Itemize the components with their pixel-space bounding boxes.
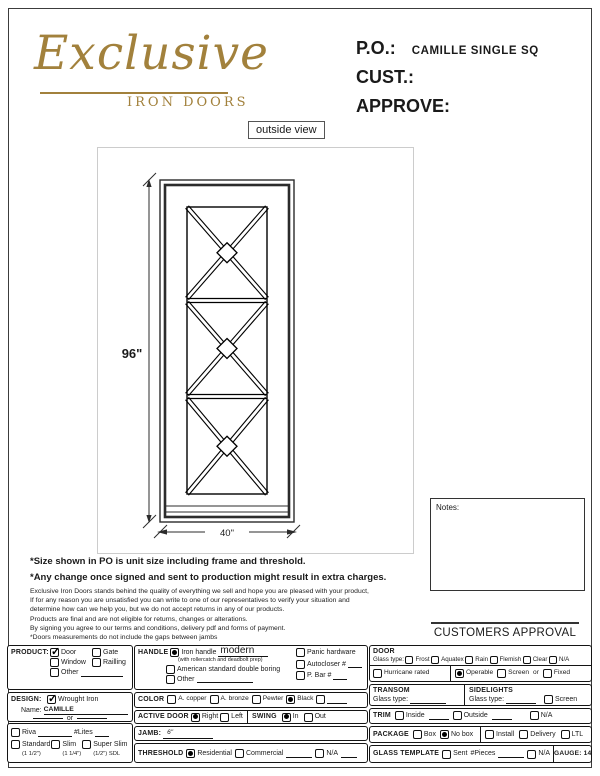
logo-underline [40,92,228,94]
trim-outside-label: Outside [463,712,488,719]
package-delivery-label: Delivery [530,730,556,738]
package-box-checkbox[interactable] [413,730,422,739]
trim-section [369,708,592,724]
hurricane-checkbox[interactable] [373,669,382,678]
active-left-label: Left [231,713,243,721]
door-screen-label: Screen [508,669,530,677]
pbar-label: P. Bar # [307,672,332,680]
product-railing-label: Railling [103,659,126,667]
glass-na-checkbox[interactable] [549,656,557,664]
glass-frost-checkbox[interactable] [405,656,413,664]
trim-outside-field[interactable] [492,712,512,720]
handle-label: HANDLE [138,649,169,656]
package-install-checkbox[interactable] [485,730,494,739]
disclaimers [30,556,430,642]
glass-aquatex-checkbox[interactable] [431,656,439,664]
active-right-label: Right [201,713,219,721]
door-or-label: or [533,669,539,677]
threshold-na-checkbox[interactable] [315,749,324,758]
active-right-checkbox[interactable] [191,713,200,722]
outside-view-tag: outside view [248,121,325,139]
profile-super-slim-checkbox[interactable] [82,740,91,749]
fixed-checkbox[interactable] [543,669,552,678]
glass-template-section [369,745,592,763]
color-bronze-checkbox[interactable] [210,695,219,704]
approve-label: APPROVE: [356,96,451,116]
gauge-cell [553,746,591,762]
pbar-checkbox[interactable] [296,671,305,680]
logo-script-text: Exclusive [34,26,269,81]
template-na-checkbox[interactable] [527,750,536,759]
panic-hardware-label: Panic hardware [307,649,356,656]
package-nobox-checkbox[interactable] [440,730,449,739]
door-glass-type-label: Glass type: [373,656,404,664]
package-delivery-checkbox[interactable] [519,730,528,739]
package-ltl-label: LTL [571,730,584,738]
color-bronze-label: A. bronze [220,695,249,703]
product-other-field[interactable] [81,669,123,677]
handle-american-label: American standard double boring [177,665,281,673]
disclaimer-line: By signing you agree to our terms and conditions, delivery pdf and forms of payment. [30,624,286,632]
glass-clear-label: Clear [532,656,548,664]
autocloser-field[interactable] [348,660,362,668]
swing-in-label: In [292,713,299,721]
autocloser-checkbox[interactable] [296,660,305,669]
threshold-label: THRESHOLD [138,750,184,757]
order-header [356,38,539,125]
sidelights-cell [464,685,591,705]
color-black-checkbox[interactable] [286,695,295,704]
profile-slim-sub: (1 1/4") [62,751,82,758]
trim-label: TRIM [373,712,391,719]
lites-label: #Lites [74,729,93,736]
design-or-separator: or [10,715,130,722]
color-label: COLOR [138,696,165,703]
door-drawing [98,148,413,553]
lites-field[interactable] [95,729,109,737]
transom-glass-field[interactable] [410,696,446,704]
glass-rain-checkbox[interactable] [465,656,473,664]
product-label: PRODUCT: [11,649,49,656]
threshold-commercial-checkbox[interactable] [235,749,244,758]
product-section [7,645,133,690]
profile-super-slim-sub: (1/2") SDL [93,751,121,758]
profile-standard-checkbox[interactable] [11,740,20,749]
disclaimer-line: Products are final and are not eligible for returns, changes or alterations. [30,615,248,623]
hurricane-cell [370,666,450,681]
swing-out-label: Out [314,713,326,721]
swing-out-checkbox[interactable] [304,713,313,722]
product-window-label: Window [61,659,86,667]
glass-clear-checkbox[interactable] [523,656,531,664]
profile-slim-label: Slim [62,741,77,749]
drawing-canvas [97,147,414,554]
panic-hardware-checkbox[interactable] [296,648,305,657]
handle-iron-label: Iron handle [181,649,217,656]
glass-aquatex-label: Aquatex [441,656,464,664]
signature-line[interactable] [431,622,579,624]
template-sent-label: Sent [453,750,468,758]
threshold-residential-checkbox[interactable] [186,749,195,758]
transom-sidelights-section [369,684,592,706]
sidelights-screen-checkbox[interactable] [544,695,553,704]
profile-slim-checkbox[interactable] [51,740,60,749]
template-pieces-field[interactable] [498,750,524,758]
swing-cell [247,711,367,723]
disclaimer-line: Exclusive Iron Doors stands behind the quality of everything we sell and hope you are pleased with your product, [30,588,369,595]
gauge-label: GAUGE: 14 [554,749,592,757]
trim-inside-field[interactable] [429,712,449,720]
package-label: PACKAGE [373,730,409,738]
disclaimer-bold-1: *Size shown in PO is unit size including frame and threshold. [30,556,306,567]
trim-inside-checkbox[interactable] [395,711,404,720]
autocloser-label: Autocloser # [307,660,346,668]
color-other-checkbox[interactable] [316,695,325,704]
color-pewter-checkbox[interactable] [252,695,261,704]
trim-na-checkbox[interactable] [530,711,539,720]
package-delivery-cell [480,727,591,742]
riva-field[interactable] [38,729,72,737]
swing-label: SWING [252,713,277,721]
riva-profile-section [7,723,133,763]
handle-section [134,645,368,690]
active-left-checkbox[interactable] [220,713,229,722]
handle-other-field[interactable] [197,675,253,683]
product-other-checkbox[interactable] [50,668,59,677]
po-value: CAMILLE SINGLE SQ [411,45,539,57]
jamb-section [134,726,368,741]
package-ltl-checkbox[interactable] [561,730,570,739]
handle-style-field[interactable]: modern [218,646,268,657]
threshold-commercial-field[interactable] [286,750,312,758]
jamb-label: JAMB: [138,730,162,738]
riva-label: Riva [22,729,37,736]
threshold-residential-label: Residential [197,750,232,757]
product-door-label: Door [61,649,77,656]
package-nobox-label: No box [450,730,474,738]
door-screen-checkbox[interactable] [497,669,506,678]
color-other-field[interactable] [327,696,347,704]
template-na-label: N/A [538,750,551,758]
hurricane-label: Hurricane rated [384,669,430,677]
operable-checkbox[interactable] [455,669,464,678]
trim-inside-label: Inside [405,712,425,719]
package-install-label: Install [496,730,515,738]
width-dimension-label: 40" [220,528,234,539]
design-wrought-iron-checkbox[interactable] [47,695,56,704]
design-wrought-iron-label: Wrought Iron [58,696,99,703]
operable-cell [450,666,591,681]
height-dimension-label: 96" [121,346,143,361]
transom-glass-label: Glass type: [373,696,409,704]
notes-field[interactable] [430,498,585,591]
glass-frost-label: Frost [415,656,430,664]
package-box-label: Box [423,730,436,738]
glass-flemish-checkbox[interactable] [490,656,498,664]
riva-checkbox[interactable] [11,728,20,737]
sidelights-glass-field[interactable] [506,696,536,704]
disclaimer-line: determine how can we help you, but we do not accept returns in any of our products. [30,606,285,614]
sidelights-label: SIDELIGHTS [469,687,514,694]
package-section [369,726,592,743]
handle-other-checkbox[interactable] [166,675,175,684]
active-door-swing-section [134,710,368,724]
design-label: DESIGN: [11,696,42,703]
template-sent-checkbox[interactable] [442,750,451,759]
transom-cell [370,685,464,705]
disclaimer-line: *Doors measurements do not include the gaps between jambs [30,633,218,641]
product-window-checkbox[interactable] [50,658,59,667]
threshold-na-label: N/A [326,750,339,757]
threshold-section [134,743,368,763]
sidelights-screen-label: Screen [555,696,578,704]
handle-american-checkbox[interactable] [166,665,175,674]
color-copper-label: A. copper [178,695,207,703]
jamb-field[interactable]: 6" [163,729,213,739]
product-gate-checkbox[interactable] [92,648,101,657]
glass-template-cell [370,746,553,762]
disclaimer-line: If for any reason you are unsatisfied you can write to one of our representatives to verify your situation and [30,597,350,605]
product-door-checkbox[interactable] [50,648,59,657]
template-pieces-label: #Pieces [470,750,496,758]
notes-label: Notes: [436,503,460,512]
pbar-field[interactable] [333,672,347,680]
color-black-label: Black [297,695,314,703]
door-section [369,645,592,682]
door-label: DOOR [373,648,395,655]
glass-flemish-label: Flemish [499,656,522,664]
handle-other-label: Other [177,675,195,683]
operable-label: Operable [466,669,494,677]
threshold-commercial-label: Commercial [246,750,284,757]
product-other-label: Other [61,669,79,677]
handle-prep-note: (with rollercatch and deadbolt prep) [178,657,263,664]
fixed-label: Fixed [553,669,571,677]
design-name-field[interactable]: CAMILLE [44,706,128,715]
sidelights-glass-label: Glass type: [469,696,505,704]
glass-na-label: N/A [558,656,570,664]
threshold-na-field[interactable] [341,750,357,758]
disclaimer-bold-2: *Any change once signed and sent to production might result in extra charges. [30,571,387,583]
package-box-cell [370,727,480,742]
profile-standard-sub: (1 1/2") [22,751,41,758]
po-label: P.O.: [356,38,396,58]
cust-label: CUST.: [356,67,414,87]
glass-rain-label: Rain [475,656,489,664]
design-name-label: Name: [21,706,42,714]
color-section [134,692,368,708]
customers-approval-label: CUSTOMERS APPROVAL [433,627,577,639]
product-railing-checkbox[interactable] [92,658,101,667]
product-gate-label: Gate [103,649,119,656]
handle-iron-checkbox[interactable] [170,648,179,657]
profile-super-slim-label: Super Slim [93,741,128,749]
swing-in-checkbox[interactable] [282,713,291,722]
logo-subtitle: IRON DOORS [127,95,249,110]
trim-na-label: N/A [540,712,553,719]
glass-template-label: GLASS TEMPLATE [373,750,440,758]
color-copper-checkbox[interactable] [167,695,176,704]
trim-outside-checkbox[interactable] [453,711,462,720]
profile-standard-label: Standard [22,741,51,749]
color-pewter-label: Pewter [262,695,284,703]
active-door-label: ACTIVE DOOR [138,713,189,721]
active-door-cell [135,711,247,723]
transom-label: TRANSOM [373,687,410,694]
